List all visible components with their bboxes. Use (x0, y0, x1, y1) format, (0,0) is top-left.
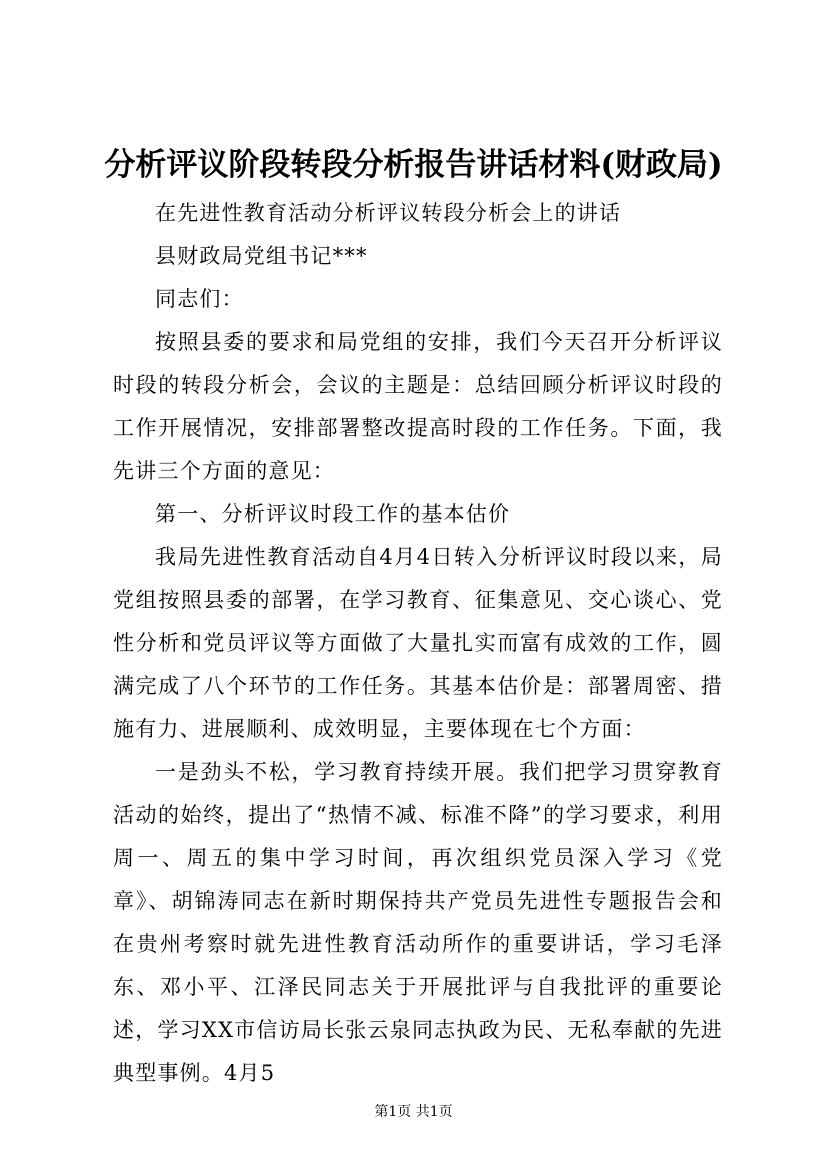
body-paragraph: 一是劲头不松，学习教育持续开展。我们把学习贯穿教育活动的始终，提出了“热情不减、标准不降”的学习要求，利用周一、周五的集中学习时间，再次组织党员深入学习《党章》、胡锦涛同志在新时期保持共产党员先进性专题报告会和在贵州考察时就先进性教育活动所作的重要讲话，学习毛泽东、邓小平、江泽民同志关于开展批评与自我批评的重要论述，学习XX市信访局长张云泉同志执政为民、无私奉献的先进典型事例。4月5 (113, 760, 723, 1085)
document-body (113, 192, 723, 1095)
body-paragraph: 按照县委的要求和局党组的安排，我们今天召开分析评议时段的转段分析会，会议的主题是：总结回顾分析评议时段的工作开展情况，安排部署整改提高时段的工作任务。下面，我先讲三个方面的意见： (113, 330, 723, 483)
page-footer: 第1页 共1页 (374, 1104, 453, 1120)
section-heading: 第一、分析评议时段工作的基本估价 (155, 502, 511, 526)
document-title: 分析评议阶段转段分析报告讲话材料(财政局) (104, 147, 723, 183)
body-paragraph: 我局先进性教育活动自4月4日转入分析评议时段以来，局党组按照县委的部署，在学习教育、征集意见、交心谈心、党性分析和党员评议等方面做了大量扎实而富有成效的工作，圆满完成了八个环节的工作任务。其基本估价是：部署周密、措施有力、进展顺利、成效明显，主要体现在七个方面： (113, 545, 723, 741)
salutation: 同志们： (155, 287, 244, 311)
speech-subtitle: 在先进性教育活动分析评议转段分析会上的讲话 (155, 201, 622, 225)
speaker-line: 县财政局党组书记*** (155, 244, 368, 268)
